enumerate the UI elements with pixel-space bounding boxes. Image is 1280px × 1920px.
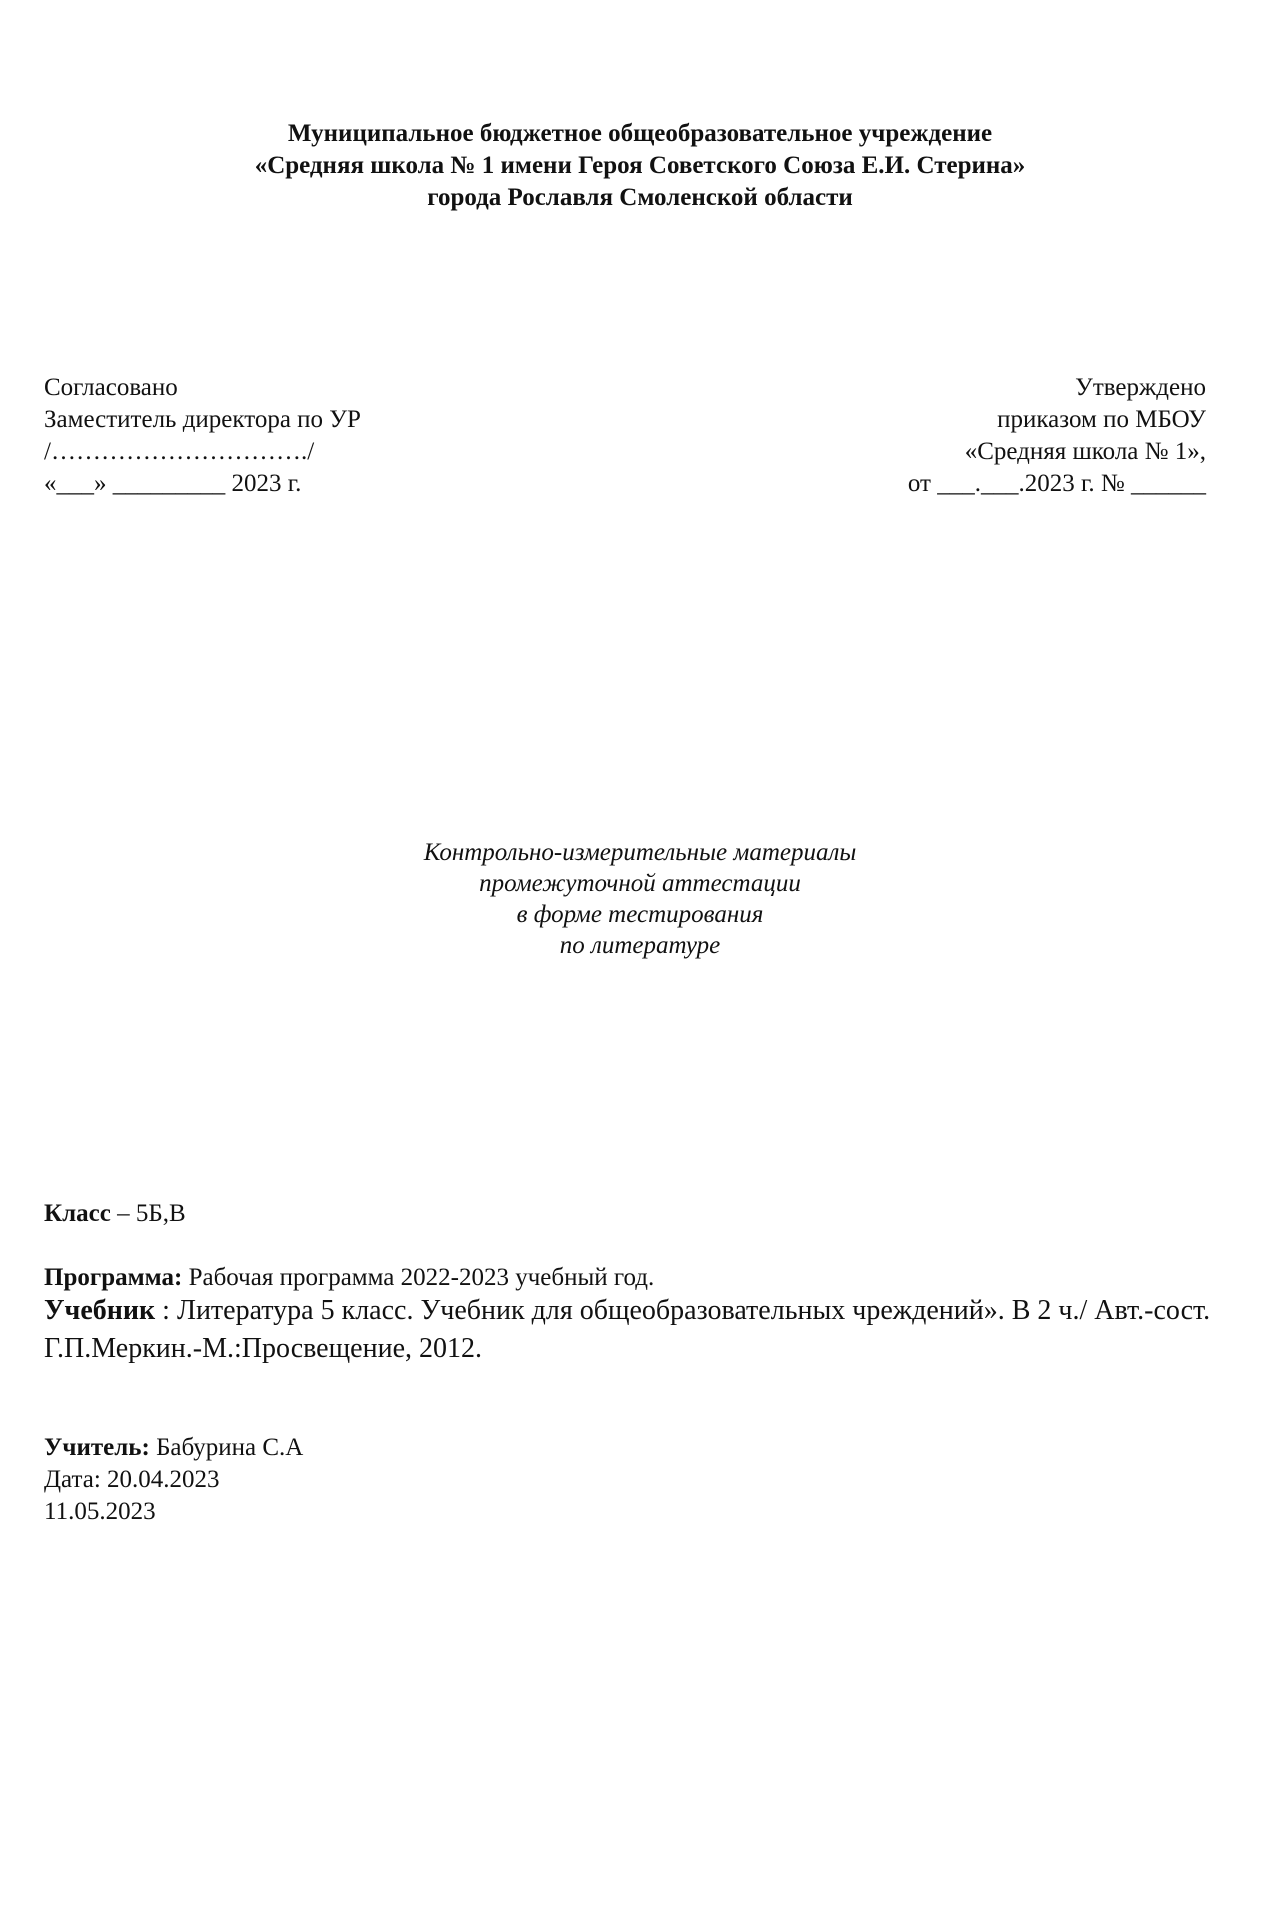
header-line-2: «Средняя школа № 1 имени Героя Советского Союза Е.И. Стерина» xyxy=(254,152,1026,179)
approved-school: «Средняя школа № 1», xyxy=(964,438,1206,465)
program-line xyxy=(44,1262,1224,1294)
teacher-block xyxy=(44,1432,644,1528)
class-value: – 5Б,В xyxy=(110,1200,186,1227)
agreed-position: Заместитель директора по УР xyxy=(44,406,361,433)
header-line-1: Муниципальное бюджетное общеобразовательное учреждение xyxy=(287,120,993,147)
textbook-label: Учебник xyxy=(44,1295,156,1326)
teacher-line xyxy=(44,1432,644,1464)
approved-date-line: от ___.___.2023 г. № ______ xyxy=(907,470,1206,497)
date-line-1: Дата: 20.04.2023 xyxy=(44,1466,220,1493)
agreed-date-line: «___» _________ 2023 г. xyxy=(44,470,302,497)
teacher-value: Бабурина С.А xyxy=(149,1434,304,1461)
textbook-line xyxy=(44,1292,1244,1368)
approved-order: приказом по МБОУ xyxy=(997,406,1206,433)
agreed-heading: Согласовано xyxy=(44,374,178,401)
title-line-3: в форме тестирования xyxy=(516,901,764,928)
institution-header xyxy=(0,118,1280,214)
title-line-1: Контрольно-измерительные материалы xyxy=(423,839,857,866)
program-label: Программа: xyxy=(44,1264,183,1291)
title-line-4: по литературе xyxy=(559,932,721,959)
header-line-3: города Рославля Смоленской области xyxy=(427,184,853,211)
teacher-label: Учитель: xyxy=(44,1434,150,1461)
title-line-2: промежуточной аттестации xyxy=(479,870,801,897)
approved-block xyxy=(686,372,1206,500)
agreed-block xyxy=(44,372,564,500)
date-line-2: 11.05.2023 xyxy=(44,1498,156,1525)
program-value: Рабочая программа 2022-2023 учебный год. xyxy=(182,1264,655,1291)
class-label: Класс xyxy=(44,1200,111,1227)
agreed-signature-line: /…………………………./ xyxy=(44,438,315,465)
textbook-value: : Литература 5 класс. Учебник для общеобразовательных чреждений». В 2 ч./ Авт.-сост. Г.П.Меркин.-М.:Просвещение, 2012. xyxy=(44,1295,1211,1364)
document-title xyxy=(0,837,1280,961)
approved-heading: Утверждено xyxy=(1075,374,1206,401)
class-line xyxy=(44,1198,1224,1230)
